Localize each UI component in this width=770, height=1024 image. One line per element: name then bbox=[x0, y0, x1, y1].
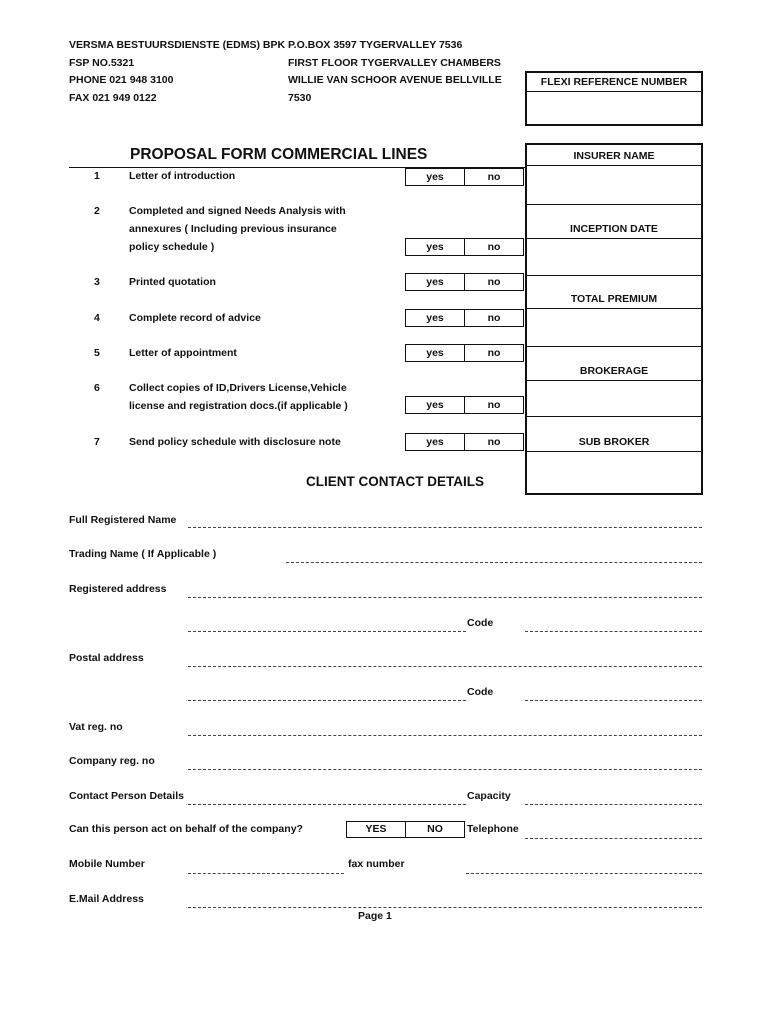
item-number: 5 bbox=[94, 347, 100, 359]
divider bbox=[527, 275, 701, 276]
yes-no-toggle[interactable] bbox=[405, 396, 524, 414]
insurer-name-label: INSURER NAME bbox=[573, 150, 655, 162]
divider bbox=[527, 346, 701, 347]
capacity-label: Capacity bbox=[467, 790, 511, 802]
sub-broker-label: SUB BROKER bbox=[578, 436, 650, 448]
contact-person-label: Contact Person Details bbox=[69, 790, 184, 802]
item-number: 7 bbox=[94, 436, 100, 448]
yes-option[interactable]: yes bbox=[426, 276, 444, 288]
section-heading: CLIENT CONTACT DETAILS bbox=[306, 474, 484, 489]
postal-address-line-2-field[interactable] bbox=[188, 700, 466, 701]
inception-date-label: INCEPTION DATE bbox=[570, 223, 658, 235]
postal-code-field[interactable] bbox=[525, 700, 702, 701]
item-number: 3 bbox=[94, 276, 100, 288]
fsp-number: FSP NO.5321 bbox=[69, 56, 135, 69]
item-text: Collect copies of ID,Drivers License,Vehicle license and registration docs.(if applicable ) bbox=[129, 382, 348, 412]
postal-address-field[interactable] bbox=[188, 666, 702, 667]
item-text: Completed and signed Needs Analysis with annexures ( Including previous insurance policy schedule ) bbox=[129, 205, 346, 253]
postal-address-label: Postal address bbox=[69, 652, 144, 664]
divider bbox=[527, 165, 701, 166]
no-option[interactable]: NO bbox=[405, 822, 464, 837]
vat-reg-field[interactable] bbox=[188, 735, 702, 736]
page-title: PROPOSAL FORM COMMERCIAL LINES bbox=[130, 146, 428, 163]
email-address-label: E.Mail Address bbox=[69, 893, 144, 905]
address-line-3: WILLIE VAN SCHOOR AVENUE BELLVILLE bbox=[288, 74, 502, 86]
yes-option[interactable]: yes bbox=[426, 436, 444, 448]
company-name: VERSMA BESTUURSDIENSTE (EDMS) BPK bbox=[69, 39, 286, 51]
fax-number: FAX 021 949 0122 bbox=[69, 91, 157, 104]
flexi-reference-box[interactable] bbox=[525, 71, 703, 126]
fax-number-field[interactable] bbox=[466, 873, 702, 874]
mobile-number-field[interactable] bbox=[188, 873, 344, 874]
act-on-behalf-toggle[interactable] bbox=[346, 821, 465, 838]
yes-option[interactable]: yes bbox=[426, 312, 444, 324]
item-text: Letter of appointment bbox=[129, 347, 237, 359]
divider bbox=[527, 238, 701, 239]
no-option[interactable]: no bbox=[464, 274, 523, 290]
divider bbox=[527, 91, 701, 92]
total-premium-label: TOTAL PREMIUM bbox=[570, 293, 658, 305]
telephone-label: Telephone bbox=[467, 823, 519, 835]
yes-no-toggle[interactable] bbox=[405, 238, 524, 256]
divider bbox=[527, 204, 701, 205]
company-details bbox=[69, 37, 285, 107]
email-address-field[interactable] bbox=[188, 907, 702, 908]
trading-name-field[interactable] bbox=[286, 562, 702, 563]
item-number: 2 bbox=[94, 205, 100, 217]
address-line-2: FIRST FLOOR TYGERVALLEY CHAMBERS bbox=[288, 56, 501, 69]
yes-no-toggle[interactable] bbox=[405, 433, 524, 451]
no-option[interactable]: no bbox=[464, 239, 523, 255]
registered-address-label: Registered address bbox=[69, 583, 167, 595]
vat-reg-label: Vat reg. no bbox=[69, 721, 123, 733]
company-reg-field[interactable] bbox=[188, 769, 702, 770]
address-line-1: P.O.BOX 3597 TYGERVALLEY 7536 bbox=[288, 39, 463, 51]
item-text: Printed quotation bbox=[129, 276, 216, 288]
postal-code-label: Code bbox=[467, 686, 494, 698]
yes-option[interactable]: yes bbox=[426, 241, 444, 253]
yes-option[interactable]: yes bbox=[426, 347, 444, 359]
mobile-number-label: Mobile Number bbox=[69, 858, 145, 870]
yes-no-toggle[interactable] bbox=[405, 344, 524, 362]
contact-person-field[interactable] bbox=[188, 804, 466, 805]
full-registered-name-label: Full Registered Name bbox=[69, 514, 177, 526]
capacity-field[interactable] bbox=[525, 804, 702, 805]
registered-code-label: Code bbox=[467, 617, 494, 629]
divider bbox=[527, 308, 701, 309]
telephone-field[interactable] bbox=[525, 838, 702, 839]
registered-address-line-2-field[interactable] bbox=[188, 631, 466, 632]
item-number: 6 bbox=[94, 382, 100, 394]
phone-number: PHONE 021 948 3100 bbox=[69, 74, 174, 86]
item-number: 1 bbox=[94, 170, 100, 182]
yes-option[interactable]: yes bbox=[426, 171, 444, 183]
flexi-reference-label: FLEXI REFERENCE NUMBER bbox=[540, 76, 688, 88]
registered-code-field[interactable] bbox=[525, 631, 702, 632]
yes-no-toggle[interactable] bbox=[405, 273, 524, 291]
act-on-behalf-label: Can this person act on behalf of the company? bbox=[69, 823, 303, 835]
no-option[interactable]: no bbox=[464, 434, 523, 450]
insurer-details-panel bbox=[525, 143, 703, 495]
no-option[interactable]: no bbox=[464, 345, 523, 361]
registered-address-field[interactable] bbox=[188, 597, 702, 598]
company-reg-label: Company reg. no bbox=[69, 755, 155, 767]
item-number: 4 bbox=[94, 312, 100, 324]
trading-name-label: Trading Name ( If Applicable ) bbox=[69, 548, 217, 560]
divider bbox=[527, 416, 701, 417]
address-line-4: 7530 bbox=[288, 91, 312, 104]
item-text: Letter of introduction bbox=[129, 170, 236, 182]
divider bbox=[527, 451, 701, 452]
yes-option[interactable]: YES bbox=[365, 823, 387, 835]
yes-no-toggle[interactable] bbox=[405, 309, 524, 327]
no-option[interactable]: no bbox=[464, 310, 523, 326]
item-text: Send policy schedule with disclosure note bbox=[129, 436, 341, 448]
no-option[interactable]: no bbox=[464, 397, 523, 413]
yes-option[interactable]: yes bbox=[426, 399, 444, 411]
item-text: Complete record of advice bbox=[129, 312, 261, 324]
divider bbox=[527, 380, 701, 381]
full-registered-name-field[interactable] bbox=[188, 527, 702, 528]
no-option[interactable]: no bbox=[464, 169, 523, 185]
fax-number-label: fax number bbox=[348, 858, 405, 870]
page-number: Page 1 bbox=[358, 910, 392, 922]
brokerage-label: BROKERAGE bbox=[579, 365, 649, 377]
company-address bbox=[288, 37, 502, 107]
yes-no-toggle[interactable] bbox=[405, 168, 524, 186]
